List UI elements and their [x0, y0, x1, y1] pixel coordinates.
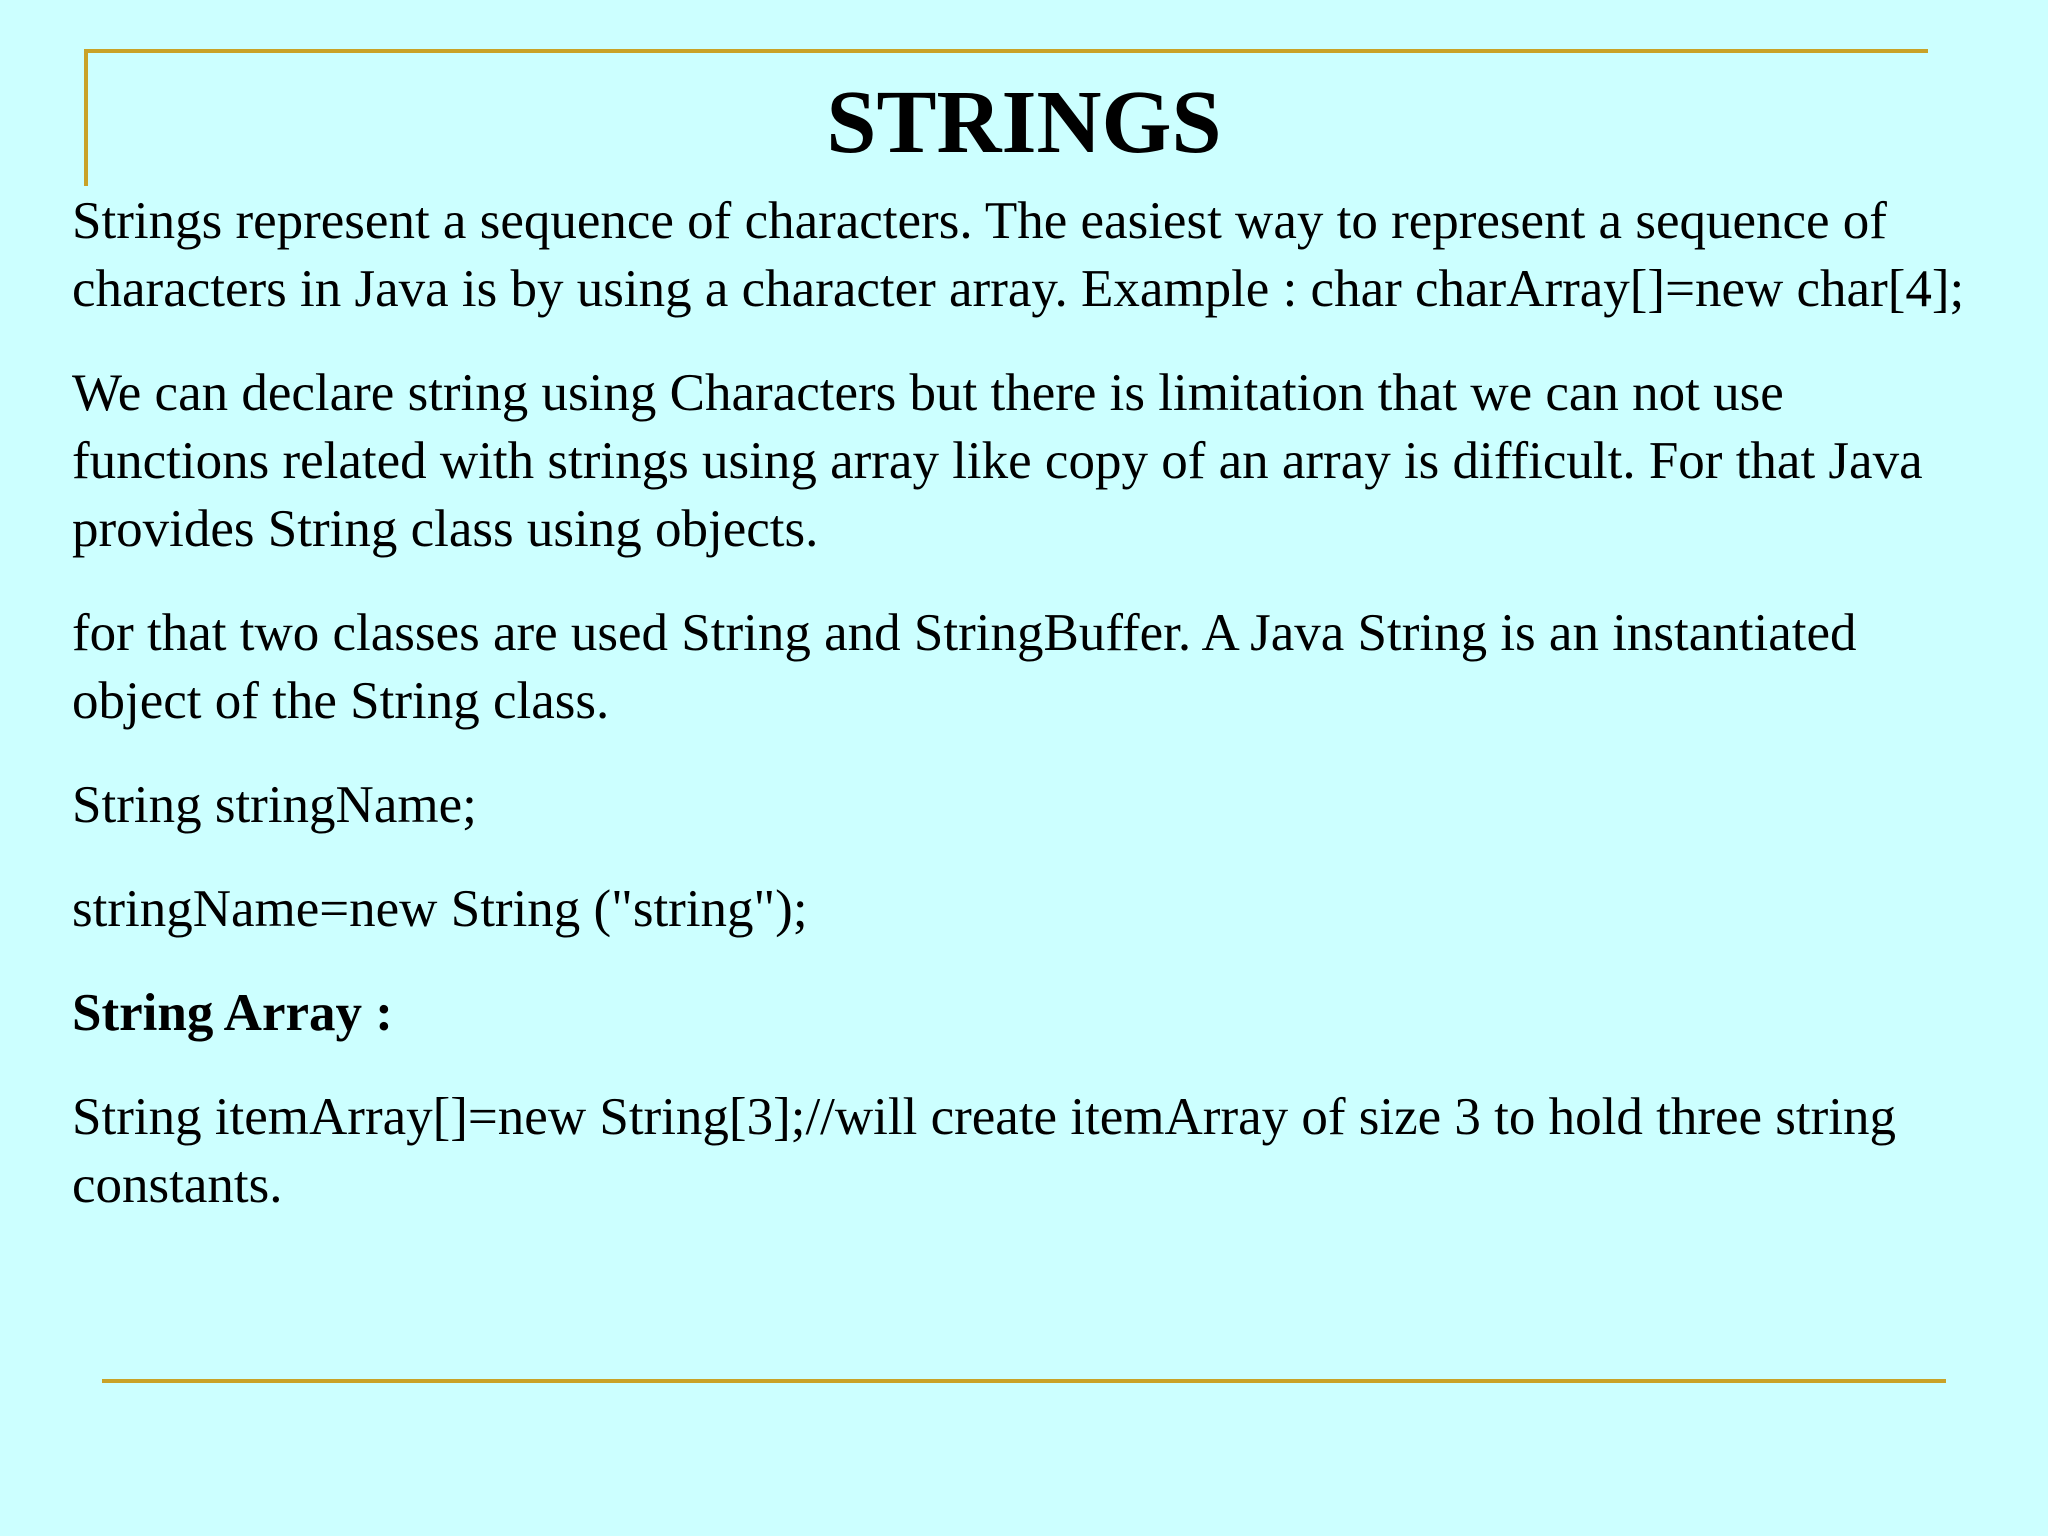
paragraph-classes: for that two classes are used String and StringBuffer. A Java String is an instantiated object of the String class.: [72, 604, 1857, 730]
code-string-array: String itemArray[]=new String[3];//will create itemArray of size 3 to hold three string constants.: [72, 1088, 1897, 1214]
paragraph-intro: Strings represent a sequence of characters. The easiest way to represent a sequence of characters in Java is by using a character array. Example : char charArray[]=new char[4];: [72, 192, 1965, 318]
slide-body: [72, 187, 1992, 1255]
bottom-border-line: [102, 1379, 1946, 1383]
slide-title: STRINGS: [826, 73, 1222, 172]
paragraph-limitation: We can declare string using Characters but there is limitation that we can not use functions related with strings using array like copy of an array is difficult. For that Java provides String class using objects.: [72, 364, 1923, 558]
subheading-string-array: String Array :: [72, 984, 393, 1042]
code-declaration: String stringName;: [72, 776, 477, 834]
top-border-line: [84, 49, 1928, 53]
code-instantiation: stringName=new String ("string");: [72, 880, 808, 938]
